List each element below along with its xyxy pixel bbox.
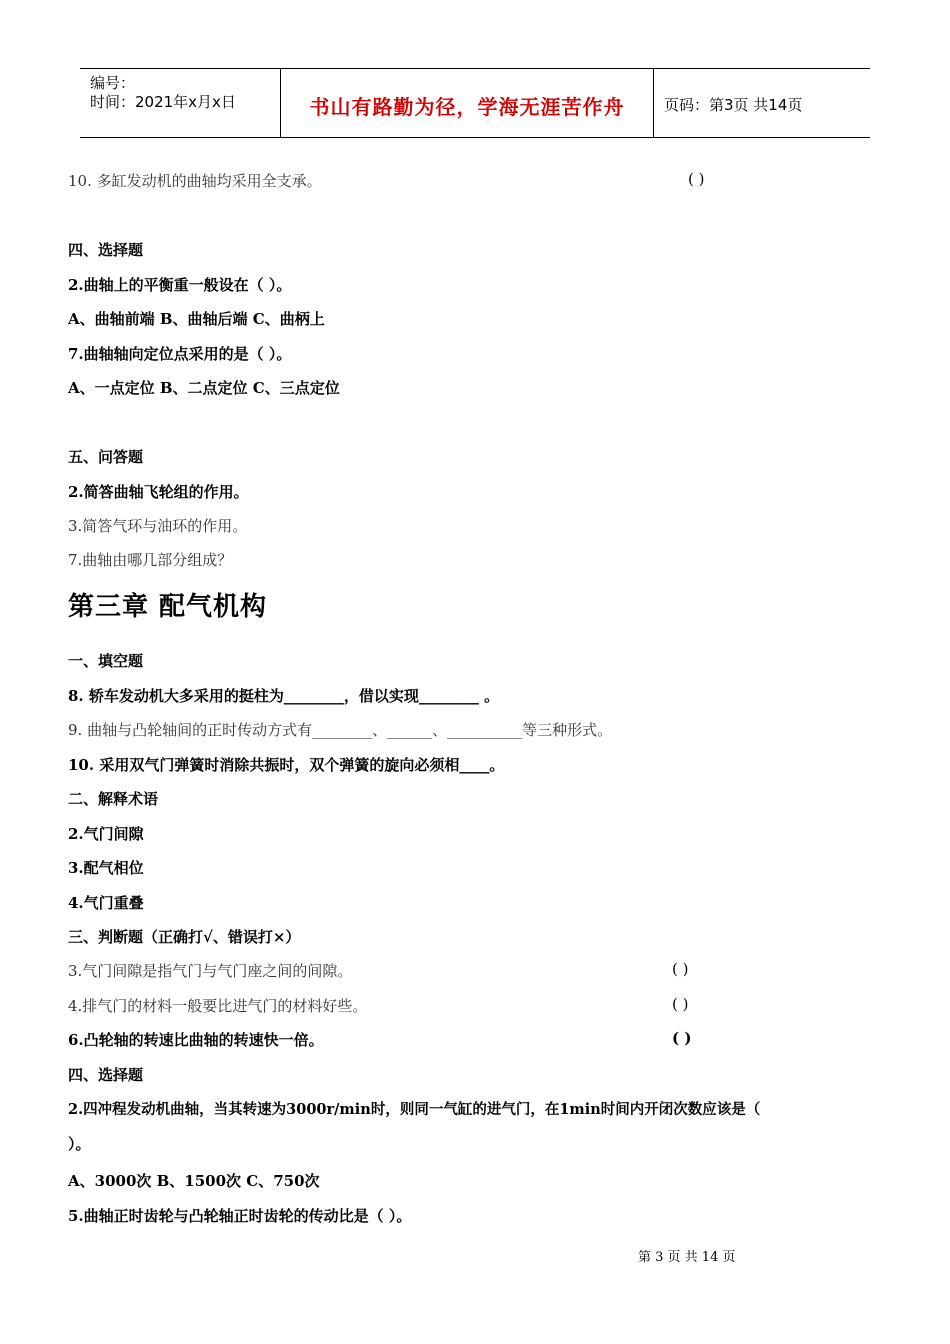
term: 2.气门间隙 xyxy=(68,825,144,843)
options: A、3000次 B、1500次 C、750次 xyxy=(68,1172,320,1190)
answer-paren: ( ) xyxy=(672,995,689,1013)
fill-question: 9. 曲轴与凸轮轴间的正时传动方式有________、______、__________等三种形式。 xyxy=(68,721,613,739)
judge-item: 3.气门间隙是指气门与气门座之间的间隙。 xyxy=(68,962,353,980)
judge-item: 6.凸轮轴的转速比曲轴的转速快一倍。 xyxy=(68,1031,324,1049)
judge-item-10: 10. 多缸发动机的曲轴均采用全支承。 xyxy=(68,172,322,190)
question: 7.曲轴由哪几部分组成？ xyxy=(68,551,233,569)
section-title: 四、选择题 xyxy=(68,241,144,259)
section-title: 五、问答题 xyxy=(68,448,144,466)
answer-paren: ( ) xyxy=(672,960,689,978)
answer-paren: ( ) xyxy=(672,1029,692,1047)
answer-paren: ( ) xyxy=(688,170,705,188)
page-header xyxy=(80,68,870,138)
page-footer: 第 3 页 共 14 页 xyxy=(638,1250,736,1265)
chapter-title: 第三章 配气机构 xyxy=(68,592,268,622)
section-title: 二、解释术语 xyxy=(68,790,159,808)
question: 2.四冲程发动机曲轴，当其转速为3000r/min时，则同一气缸的进气门，在1min时间内开闭次数应该是（ xyxy=(68,1101,761,1118)
question: 7.曲轴轴向定位点采用的是（ ）。 xyxy=(68,345,292,363)
term: 3.配气相位 xyxy=(68,859,144,877)
header-motto-cell xyxy=(281,69,654,137)
page-label: 页码：第3页 共14页 xyxy=(664,96,803,114)
question-continued: ）。 xyxy=(68,1135,91,1153)
motto: 书山有路勤为径，学海无涯苦作舟 xyxy=(309,95,625,119)
question: 2.曲轴上的平衡重一般设在（ ）。 xyxy=(68,276,292,294)
judge-item: 4.排气门的材料一般要比进气门的材料好些。 xyxy=(68,997,368,1015)
section-title: 三、判断题（正确打√、错误打×） xyxy=(68,928,301,946)
section-title: 一、填空题 xyxy=(68,652,144,670)
question: 3.简答气环与油环的作用。 xyxy=(68,517,248,535)
fill-question: 8. 轿车发动机大多采用的挺柱为________，借以实现________ 。 xyxy=(68,687,500,705)
options: A、一点定位 B、二点定位 C、三点定位 xyxy=(68,379,340,397)
fill-question: 10. 采用双气门弹簧时消除共振时，双个弹簧的旋向必须相____。 xyxy=(68,756,505,774)
header-page-cell xyxy=(654,69,870,137)
time-label: 时间：2021年x月x日 xyxy=(90,93,236,111)
term: 4.气门重叠 xyxy=(68,894,144,912)
code-label: 编号： xyxy=(90,74,136,92)
header-info-cell xyxy=(80,69,281,137)
section-title: 四、选择题 xyxy=(68,1066,144,1084)
options: A、曲轴前端 B、曲轴后端 C、曲柄上 xyxy=(68,310,325,328)
question: 2.简答曲轴飞轮组的作用。 xyxy=(68,483,249,501)
question: 5.曲轴正时齿轮与凸轮轴正时齿轮的传动比是（ ）。 xyxy=(68,1207,412,1225)
